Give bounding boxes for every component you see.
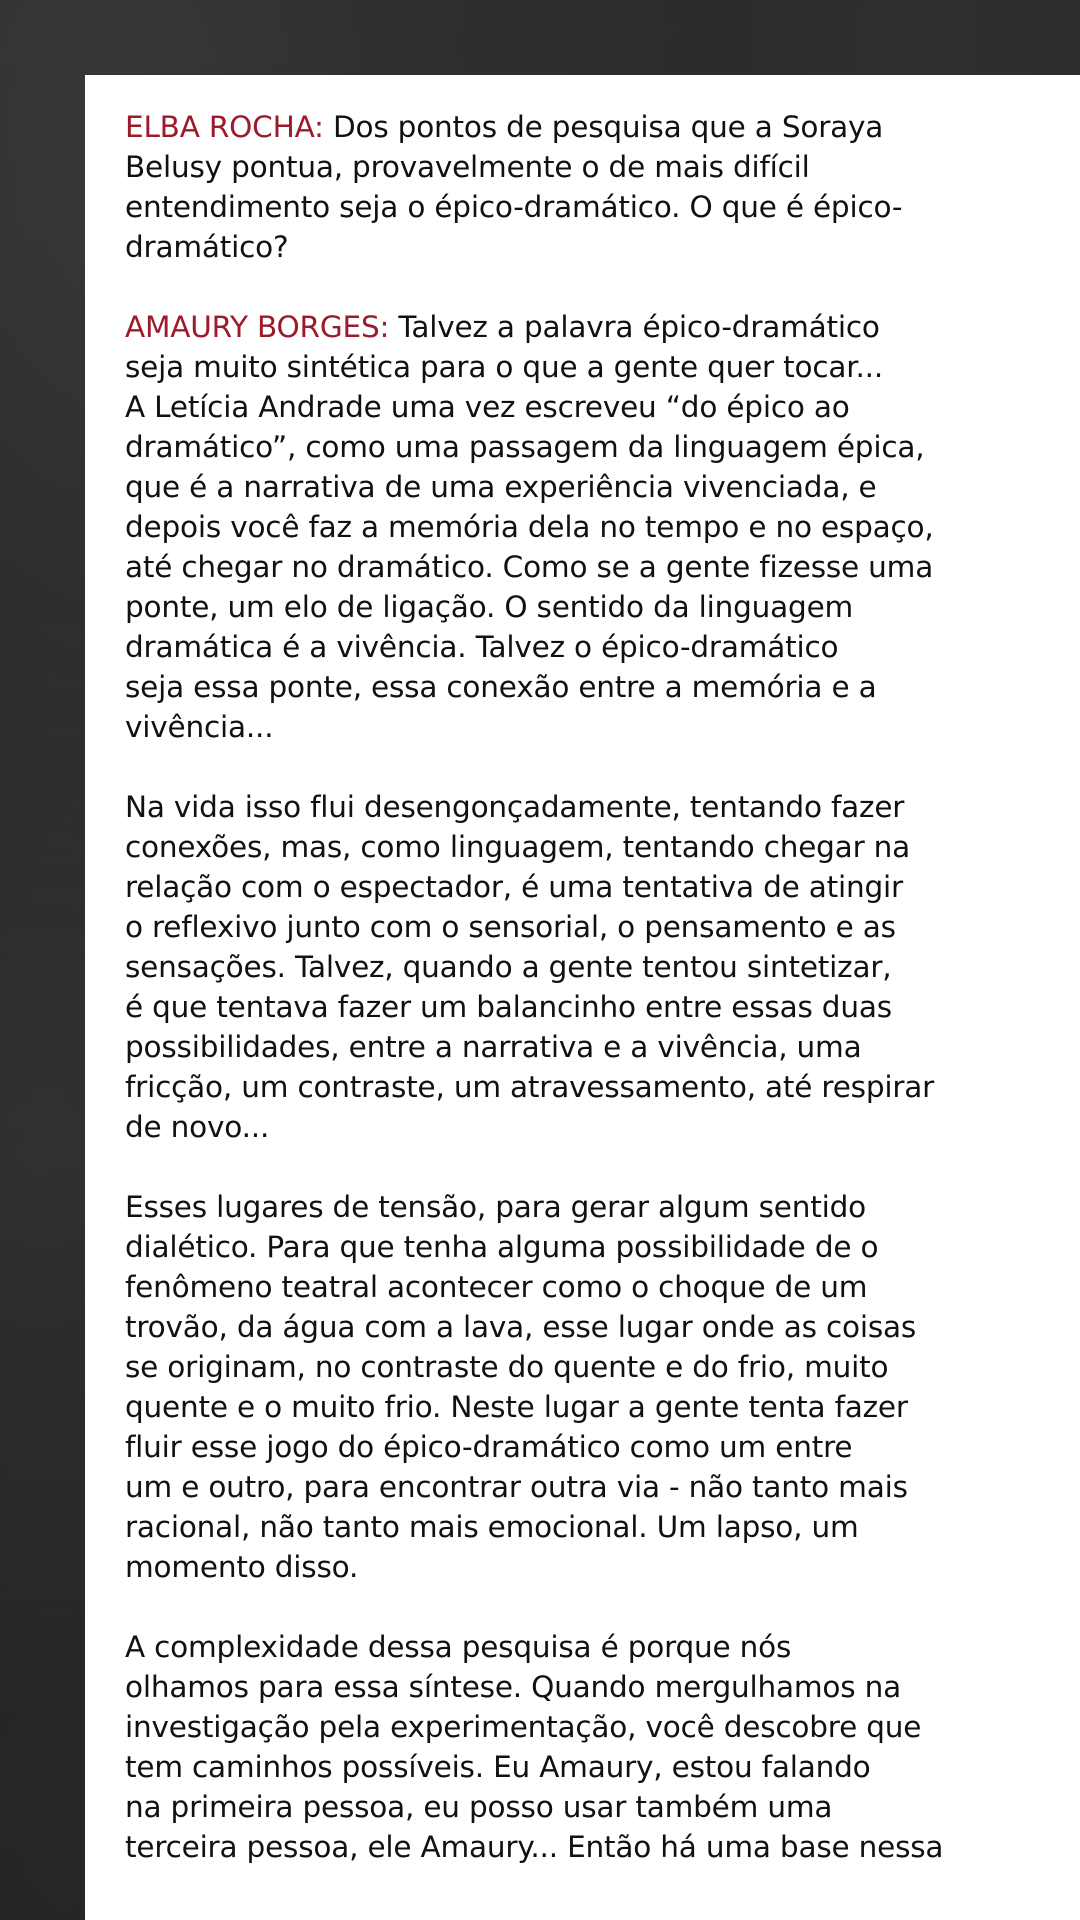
interview-text <box>125 107 1065 1907</box>
paragraph-text: Esses lugares de tensão, para gerar algum sentido dialético. Para que tenha alguma possibilidade de o fenômeno teatral acontecer como o choque de um trovão, da água com a lava, esse lugar onde as coisas se originam, no contraste do quente e do frio, muito quente e o muito frio. Neste lugar a gente tenta fazer fluir esse jogo do épico-dramático como um entre um e outro, para encontrar outra via - não tanto mais racional, não tanto mais emocional. Um lapso, um momento disso. <box>125 1190 917 1584</box>
paragraph <box>125 1187 1065 1587</box>
paragraph <box>125 1627 1065 1867</box>
speaker-label: AMAURY BORGES: <box>125 310 390 344</box>
paragraph-elba-rocha <box>125 107 1065 267</box>
text-page <box>85 75 1080 1920</box>
paragraph-text: A complexidade dessa pesquisa é porque nós olhamos para essa síntese. Quando mergulhamos na investigação pela experimentação, você descobre que tem caminhos possíveis. Eu Amaury, estou falando na primeira pessoa, eu posso usar também uma terceira pessoa, ele Amaury... Então há uma base nessa <box>125 1630 944 1864</box>
paragraph-text: Na vida isso flui desengonçadamente, tentando fazer conexões, mas, como linguagem, tentando chegar na relação com o espectador, é uma tentativa de atingir o reflexivo junto com o sensorial, o pensamento e as sensações. Talvez, quando a gente tentou sintetizar, é que tentava fazer um balancinho entre essas duas possibilidades, entre a narrativa e a vivência, uma fricção, um contraste, um atravessamento, até respirar de novo... <box>125 790 935 1144</box>
paragraph-text: Talvez a palavra épico-dramático seja muito sintética para o que a gente quer tocar... A Letícia Andrade uma vez escreveu “do épico ao dramático”, como uma passagem da linguagem épica, que é a narrativa de uma experiência vivenciada, e depois você faz a memória dela no tempo e no espaço, até chegar no dramático. Como se a gente fizesse uma ponte, um elo de ligação. O sentido da linguagem dramática é a vivência. Talvez o épico-dramático seja essa ponte, essa conexão entre a memória e a vivência... <box>125 310 934 744</box>
speaker-label: ELBA ROCHA: <box>125 110 324 144</box>
paragraph-amaury-borges <box>125 307 1065 747</box>
paragraph-text: Dos pontos de pesquisa que a Soraya Belusy pontua, provavelmente o de mais difícil entendimento seja o épico-dramático. O que é épico- dramático? <box>125 110 903 264</box>
paragraph <box>125 787 1065 1147</box>
